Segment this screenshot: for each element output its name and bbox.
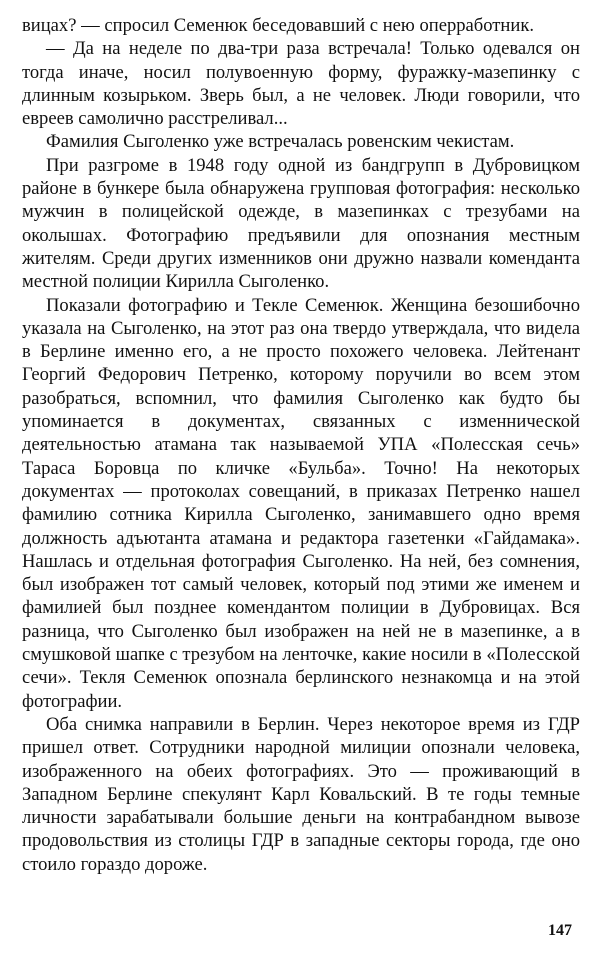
page-body — [22, 14, 580, 876]
paragraph-5: Показали фотографию и Текле Семенюк. Женщина безошибочно указала на Сыголенко, на этот раз она твердо утверждала, что видела в Берлине именно его, а не просто похожего человека. Лейтенант Георгий Федорович Петренко, которому поручили во всем этом разобраться, вспомнил, что фамилия Сыголенко как будто бы упоминается в документах, связанных с изменнической деятельностью атамана так называемой УПА «Полесская сечь» Тараса Боровца по кличке «Бульба». Точно! На некоторых документах — протоколах совещаний, в приказах Петренко нашел фамилию сотника Кирилла Сыголенко, занимавшего одно время должность адъютанта атамана и редактора газетенки «Гайдамака». Нашлась и отдельная фотография Сыголенко. На ней, без сомнения, был изображен тот самый человек, который под этими же именем и фамилией был позднее комендантом полиции в Дубровицах. Вся разница, что Сыголенко был изображен на ней не в мазепинке, а в смушковой шапке с трезубом на ленточке, какие носили в «Полесской сечи». Текля Семенюк опознала берлинского незнакомца и на этой фотографии. — [22, 294, 580, 712]
page-number: 147 — [548, 922, 572, 939]
paragraph-6: Оба снимка направили в Берлин. Через некоторое время из ГДР пришел ответ. Сотрудники народной милиции опознали человека, изображенного на обеих фотографиях. Это — проживающий в Западном Берлине спекулянт Карл Ковальский. В те годы темные личности зарабатывали большие деньги на контрабандном вывозе продовольствия из столицы ГДР в западные секторы города, где оно стоило гораздо дороже. — [22, 713, 580, 875]
paragraph-1: вицах? — спросил Семенюк беседовавший с нею оперработник. — [22, 15, 535, 36]
paragraph-4: При разгроме в 1948 году одной из бандгрупп в Дубровицком районе в бункере была обнаружена групповая фотография: несколько мужчин в полицейской одежде, в мазепинках с трезубами на околышах. Фотографию предъявили для опознания местным жителям. Среди других изменников они дружно назвали коменданта местной полиции Кирилла Сыголенко. — [22, 154, 580, 293]
paragraph-2: — Да на неделе по два-три раза встречала! Только одевался он тогда иначе, носил полувоенную форму, фуражку-мазепинку с длинным козырьком. Зверь был, а не человек. Люди говорили, что евреев самолично расстреливал... — [22, 38, 580, 130]
paragraph-3: Фамилия Сыголенко уже встречалась ровенским чекистам. — [46, 131, 515, 153]
